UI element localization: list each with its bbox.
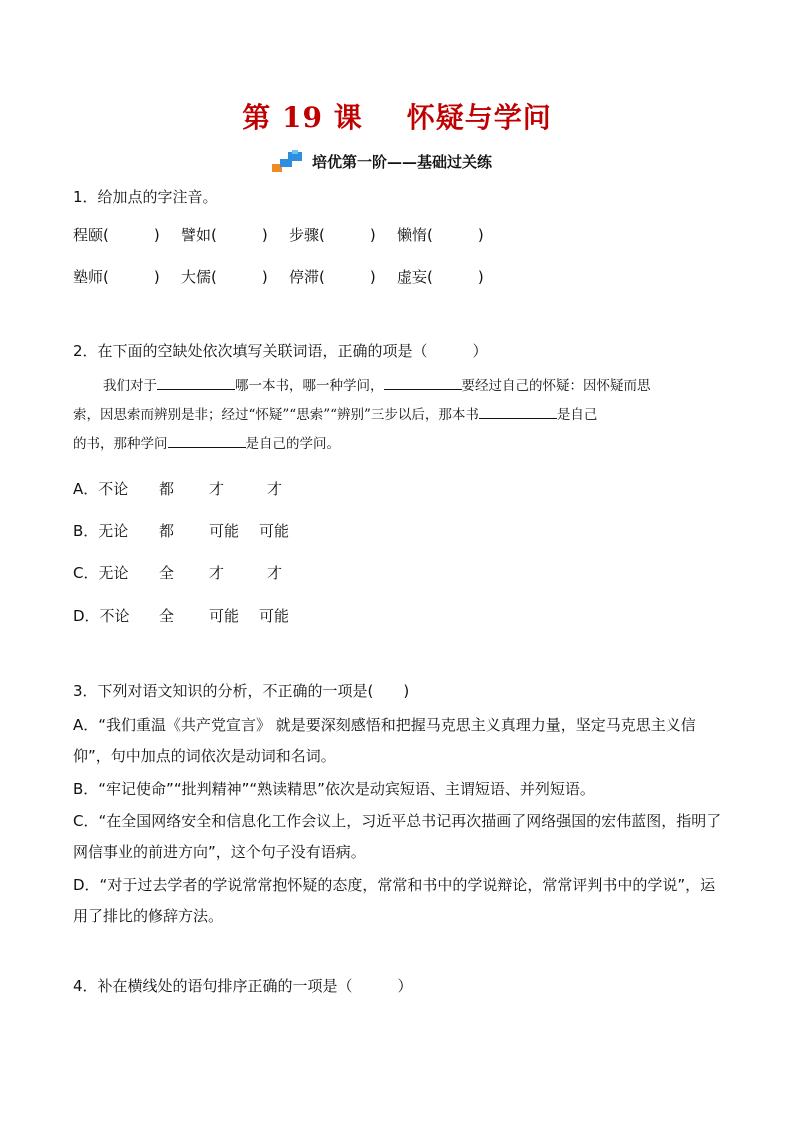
- question-1-stem: 1．给加点的字注音。: [73, 188, 218, 206]
- option-word: 全: [159, 564, 175, 582]
- answer-blank: [384, 375, 462, 390]
- question-2-option-d[interactable]: [73, 605, 289, 626]
- passage-text: 是自己: [556, 407, 598, 423]
- pinyin-item: 步骤( ): [289, 226, 376, 244]
- answer-blank: [157, 375, 235, 390]
- question-1-row-1: [73, 224, 505, 245]
- pinyin-item: 大儒( ): [181, 268, 268, 286]
- pinyin-item: 譬如( ): [181, 226, 268, 244]
- steps-logo-icon: [272, 150, 310, 172]
- pinyin-item: 塾师( ): [73, 268, 160, 286]
- option-word: 才: [209, 564, 225, 582]
- section-heading-text: 培优第一阶——基础过关练: [312, 152, 493, 171]
- question-3-option-b[interactable]: B．“牢记使命”“批判精神”“熟读精思”依次是动宾短语、主谓短语、并列短语。: [73, 780, 595, 798]
- page-title: [0, 96, 794, 136]
- passage-text: 哪一本书，哪一种学问，: [235, 378, 384, 394]
- option-label: B．无论: [73, 522, 129, 540]
- option-label: A．不论: [73, 480, 129, 498]
- option-label: D．不论: [73, 607, 130, 625]
- pinyin-item: 停滞( ): [289, 268, 376, 286]
- answer-blank: [168, 433, 246, 448]
- option-word: 都: [159, 522, 175, 540]
- question-1-row-2: [73, 266, 505, 287]
- lesson-name: 怀疑与学问: [406, 101, 552, 134]
- option-word: 才: [267, 564, 283, 582]
- lesson-number: 第 19 课: [242, 101, 363, 134]
- question-3-option-c[interactable]: C．“在全国网络安全和信息化工作会议上，习近平总书记再次描画了网络强国的宏伟蓝图，指明了网信事业的前进方向”，这个句子没有语病。: [73, 812, 722, 861]
- question-2-passage: [73, 372, 728, 459]
- section-heading: [272, 148, 492, 174]
- question-2-option-a[interactable]: [73, 478, 282, 499]
- question-2-stem: 2．在下面的空缺处依次填写关联词语，正确的项是（ ）: [73, 342, 488, 360]
- option-word: 可能: [259, 607, 290, 625]
- option-label: C．无论: [73, 564, 129, 582]
- option-word: 都: [159, 480, 175, 498]
- pinyin-item: 虚妄( ): [397, 268, 484, 286]
- option-word: 才: [209, 480, 225, 498]
- pinyin-item: 程颐( ): [73, 226, 160, 244]
- passage-text: 是自己的学问。: [245, 436, 340, 452]
- option-word: 才: [267, 480, 283, 498]
- question-2-option-c[interactable]: [73, 562, 282, 583]
- option-word: 可能: [209, 607, 240, 625]
- option-word: 全: [159, 607, 175, 625]
- passage-text: 我们对于: [103, 378, 157, 394]
- question-3-option-d[interactable]: D．“对于过去学者的学说常常抱怀疑的态度，常常和书中的学说辩论，常常评判书中的学说”，运用了排比的修辞方法。: [73, 876, 716, 925]
- pinyin-item: 懒惰( ): [397, 226, 484, 244]
- passage-text: 要经过自己的怀疑：因怀疑而思: [461, 378, 651, 394]
- passage-text: 索，因思索而辨别是非；经过“怀疑”“思索”“辨别”三步以后，那本书: [73, 407, 479, 423]
- answer-blank: [479, 404, 557, 419]
- question-3-stem: 3．下列对语文知识的分析，不正确的一项是( ): [73, 682, 410, 700]
- passage-text: 的书，那种学问: [73, 436, 168, 452]
- question-2-option-b[interactable]: [73, 520, 289, 541]
- question-3-option-a[interactable]: A．“我们重温《共产党宣言》 就是要深刻感悟和把握马克思主义真理力量，坚定马克思主义信仰”，句中加点的词依次是动词和名词。: [73, 716, 696, 765]
- option-word: 可能: [209, 522, 240, 540]
- option-word: 可能: [259, 522, 290, 540]
- question-4-stem: 4．补在横线处的语句排序正确的一项是（ ）: [73, 977, 413, 995]
